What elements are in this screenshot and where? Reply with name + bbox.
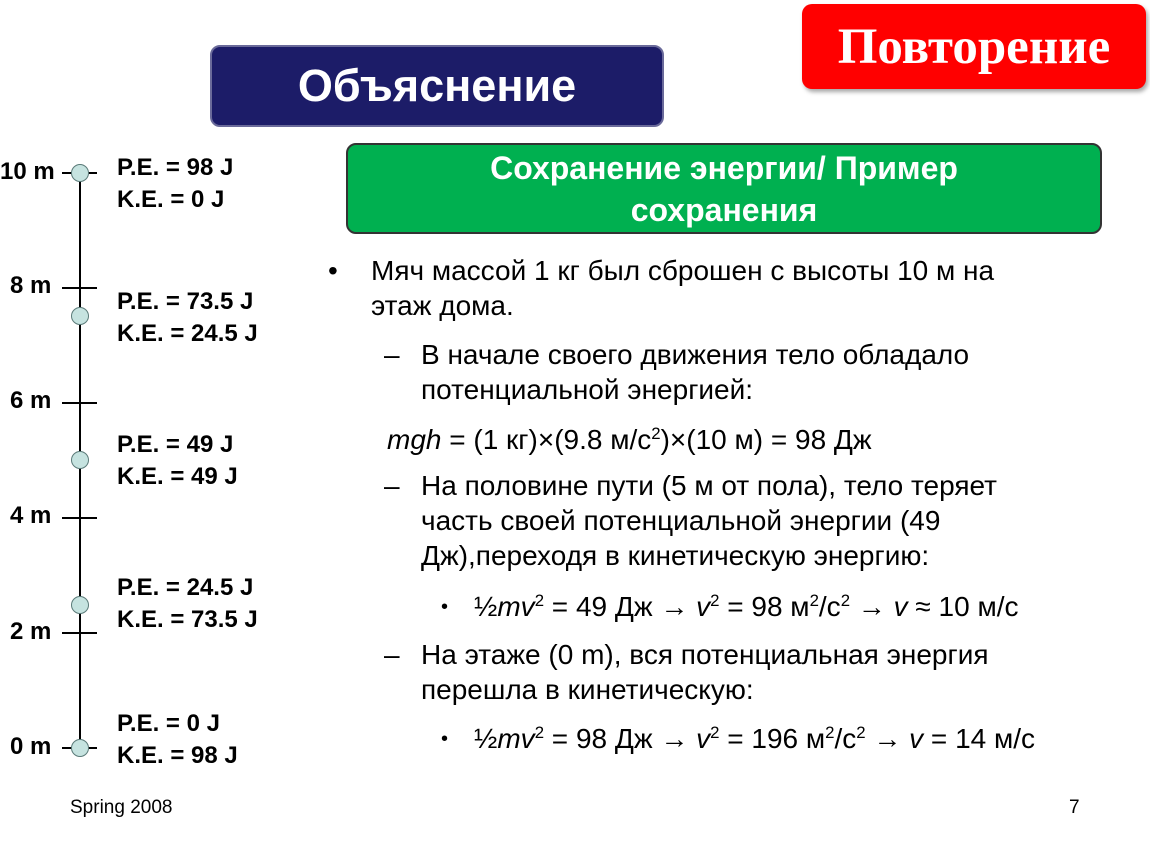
- bullet-marker: •: [328, 255, 338, 286]
- ball-icon: [71, 164, 89, 182]
- energy-label: [117, 152, 233, 216]
- level-label: 4 m: [10, 502, 52, 529]
- text-line: потенциальной энергией:: [421, 374, 754, 405]
- exponent: 2: [856, 722, 866, 742]
- formula-part: /с: [834, 723, 857, 754]
- formula-part: ½: [474, 723, 498, 754]
- tick-6m: [62, 402, 97, 404]
- pe-value: P.E. = 73.5 J: [117, 288, 254, 315]
- formula-var: mv: [497, 591, 535, 622]
- sub-bullet-marker: •: [441, 596, 449, 618]
- formula-part: = 98 м: [719, 591, 810, 622]
- ball-icon: [71, 307, 89, 325]
- dash-marker: –: [384, 639, 400, 670]
- bullet-text: [371, 253, 994, 323]
- formula-var: v: [893, 591, 908, 622]
- exponent: 2: [840, 590, 851, 610]
- ke-value: K.E. = 49 J: [117, 463, 238, 490]
- pe-value: P.E. = 0 J: [117, 710, 220, 737]
- text-line: На этаже (0 m), вся потенциальная энергия: [421, 639, 989, 670]
- formula-part: ≈ 10 м/с: [907, 591, 1019, 622]
- formula-part: /с: [818, 591, 841, 622]
- dash-text: [421, 637, 989, 707]
- ke-value: K.E. = 24.5 J: [117, 320, 258, 347]
- ke-value: K.E. = 73.5 J: [117, 606, 258, 633]
- formula-var: mv: [497, 723, 535, 754]
- formula-floor: [474, 721, 1035, 756]
- energy-label: [117, 429, 238, 493]
- pe-value: P.E. = 98 J: [117, 154, 234, 181]
- formula-part: ½: [474, 591, 498, 622]
- level-label: 0 m: [10, 733, 52, 760]
- energy-label: [117, 286, 258, 350]
- formula-part: →: [865, 723, 910, 754]
- exponent: 2: [534, 590, 545, 610]
- tick-4m: [62, 517, 97, 519]
- energy-label: [117, 572, 258, 636]
- text-line: перешла в кинетическую:: [421, 674, 754, 705]
- ball-icon: [71, 739, 89, 757]
- text-line: В начале своего движения тело обладало: [421, 339, 970, 370]
- pe-value: P.E. = 49 J: [117, 431, 234, 458]
- exponent: 2: [710, 722, 720, 742]
- energy-label: [117, 708, 238, 772]
- formula-part: = 98 Дж →: [544, 723, 697, 754]
- formula-mgh: [387, 422, 872, 457]
- tick-2m: [62, 632, 97, 634]
- formula-half-path: [474, 589, 1018, 624]
- formula-part: →: [850, 591, 894, 622]
- dash-marker: –: [384, 470, 400, 501]
- level-label: 8 m: [10, 272, 52, 299]
- text-line: На половине пути (5 м от пола), тело теряет: [421, 470, 997, 501]
- level-label: 6 m: [10, 387, 52, 414]
- formula-var: mgh: [387, 424, 442, 455]
- dash-marker: –: [384, 339, 400, 370]
- exponent: 2: [710, 590, 720, 610]
- page-number: 7: [1069, 797, 1080, 818]
- level-label: 10 m: [0, 158, 55, 185]
- text-line: часть своей потенциальной энергии (49: [421, 505, 941, 536]
- explain-button[interactable]: Объяснение: [210, 45, 664, 127]
- ball-icon: [71, 596, 89, 614]
- dash-text: [421, 468, 997, 573]
- formula-part: = 14 м/с: [923, 723, 1036, 754]
- formula-part: = (1 кг)×(9.8 м/с: [441, 424, 652, 455]
- exponent: 2: [651, 423, 661, 443]
- formula-part: = 196 м: [719, 723, 826, 754]
- tick-8m: [62, 287, 97, 289]
- dash-text: [421, 337, 969, 407]
- slide-title: [346, 143, 1102, 234]
- repeat-button[interactable]: Повторение: [802, 4, 1146, 89]
- text-line: этаж дома.: [371, 290, 514, 321]
- formula-part: = 49 Дж →: [544, 591, 697, 622]
- ball-icon: [71, 451, 89, 469]
- formula-part: )×(10 м) = 98 Дж: [660, 424, 872, 455]
- exponent: 2: [809, 590, 819, 610]
- formula-var: v: [696, 591, 711, 622]
- text-line: Дж),переходя в кинетическую энергию:: [421, 540, 930, 571]
- exponent: 2: [534, 722, 545, 742]
- sub-bullet-marker: •: [441, 728, 449, 750]
- text-line: Мяч массой 1 кг был сброшен с высоты 10 м на: [371, 255, 995, 286]
- exponent: 2: [825, 722, 835, 742]
- ke-value: K.E. = 0 J: [117, 186, 225, 213]
- pe-value: P.E. = 24.5 J: [117, 574, 254, 601]
- formula-var: v: [696, 723, 711, 754]
- ke-value: K.E. = 98 J: [117, 742, 238, 769]
- title-line-2: сохранения: [630, 191, 818, 228]
- formula-var: v: [909, 723, 924, 754]
- title-line-1: Сохранение энергии/ Пример: [490, 149, 958, 186]
- level-label: 2 m: [10, 618, 52, 645]
- footer-date: Spring 2008: [70, 797, 173, 818]
